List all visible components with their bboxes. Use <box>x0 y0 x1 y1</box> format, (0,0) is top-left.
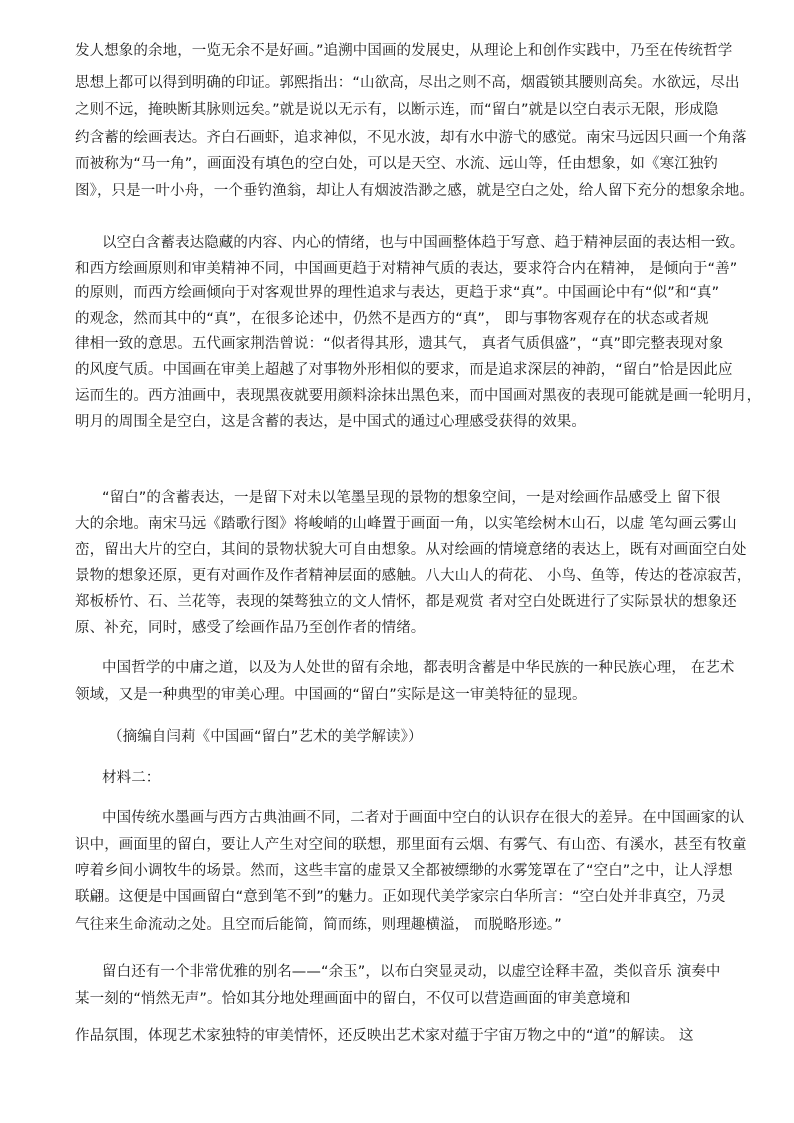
text-line: 律相一致的意思。五代画家荆浩曾说：“似者得其形，遗其气， 真者气质俱盛”，“真”即完整表现对象 <box>75 336 724 352</box>
text-line: 的风度气质。中国画在审美上超越了对事物外形相似的要求，而是追求深层的神韵，“留白”恰是因此应 <box>75 362 733 378</box>
text-line: 中国哲学的中庸之道，以及为人处世的留有余地，都表明含蓄是中华民族的一种民族心理， 在艺术 <box>102 660 735 676</box>
text-line: 留白还有一个非常优雅的别名——“余玉”，以布白突显灵动，以虚空诠释丰盈，类似音乐 演奏中 <box>102 964 721 980</box>
text-line: 而被称为“马一角”，画面没有填色的空白处，可以是天空、水流、远山等，任由想象，如《寒江独钓 <box>75 156 719 172</box>
text-line: 气往来生命流动之处。且空而后能简，简而练，则理趣横溢， 而脱略形迹。” <box>75 917 562 933</box>
text-line: 运而生的。西方油画中，表现黑夜就要用颜料涂抹出黑色来，而中国画对黑夜的表现可能就是画一轮明月， <box>75 388 762 404</box>
text-line: 中国传统水墨画与西方古典油画不同，二者对于画面中空白的认识存在很大的差异。在中国画家的认 <box>102 810 745 826</box>
text-line: 某一刻的“悄然无声”。恰如其分地处理画面中的留白，不仅可以营造画面的审美意境和 <box>75 991 631 1007</box>
source-citation: （摘编自闫莉《中国画“留白”艺术的美学解读》） <box>108 729 423 745</box>
text-line: 识中，画面里的留白，要让人产生对空间的联想，那里面有云烟、有雾气、有山峦、有溪水，甚至有牧童 <box>75 837 747 853</box>
text-line: 约含蓄的绘画表达。齐白石画虾，追求神似，不见水波，却有水中游弋的感觉。南宋马远因只画一个角落 <box>75 130 747 146</box>
section-heading: 材料二： <box>102 770 161 786</box>
text-line: 的原则，而西方绘画倾向于对客观世界的理性追求与表达，更趋于求“真”。中国画论中有“似”和“真” <box>75 285 720 301</box>
text-line: 郑板桥竹、石、兰花等，表现的桀骜独立的文人情怀，都是观赏 者对空白处既进行了实际景状的想象还 <box>75 594 737 610</box>
text-line: 景物的想象还原，更有对画作及作者精神层面的感触。八大山人的荷花、 小鸟、鱼等，传达的苍凉寂苦， <box>75 568 752 584</box>
text-line: “留白”的含蓄表达，一是留下对未以笔墨呈现的景物的想象空间，一是对绘画作品感受上 留下很 <box>102 490 721 506</box>
text-line: 的观念，然而其中的“真”，在很多论述中，仍然不是西方的“真”， 即与事物客观存在的状态或者规 <box>75 311 709 327</box>
text-line: 峦，留出大片的空白，其间的景物状貌大可自由想象。从对绘画的情境意绪的表达上，既有对画面空白处 <box>75 542 747 558</box>
text-line: 思想上都可以得到明确的印证。郭熙指出：“山欲高，尽出之则不高，烟霞锁其腰则高矣。水欲远，尽出 <box>75 75 740 91</box>
text-line: 明月的周围全是空白，这是含蓄的表达，是中国式的通过心理感受获得的效果。 <box>75 414 586 430</box>
text-line: 之则不远，掩映断其脉则远矣。”就是说以无示有，以断示连，而“留白”就是以空白表示无限，形成隐 <box>75 102 719 118</box>
text-line: 以空白含蓄表达隐藏的内容、内心的情绪，也与中国画整体趋于写意、趋于精神层面的表达相一致。 <box>102 235 745 251</box>
text-line: 联翩。这便是中国画留白“意到笔不到”的魅力。正如现代美学家宗白华所言：“空白处并非真空，乃灵 <box>75 889 726 905</box>
text-line: 大的余地。南宋马远《踏歌行图》将峻峭的山峰置于画面一角，以实笔绘树木山石，以虚 笔勾画云雾山 <box>75 516 737 532</box>
text-line: 图》，只是一叶小舟，一个垂钓渔翁，却让人有烟波浩渺之感，就是空白之处，给人留下充分的想象余地。 <box>75 183 754 199</box>
text-line: 发人想象的余地，一览无余不是好画。”追溯中国画的发展史，从理论上和创作实践中，乃至在传统哲学 <box>75 43 733 59</box>
text-line: 和西方绘画原则和审美精神不同，中国画更趋于对精神气质的表达，要求符合内在精神， 是倾向于“善” <box>75 261 738 277</box>
text-line: 作品氛围，体现艺术家独特的审美情怀，还反映出艺术家对蕴于宇宙万物之中的“道”的解读。 这 <box>75 1028 694 1044</box>
text-line: 哼着乡间小调牧牛的场景。然而，这些丰富的虚景又全都被缥缈的水雾笼罩在了“空白”之中，让人浮想 <box>75 863 733 879</box>
text-line: 原、补充，同时，感受了绘画作品乃至创作者的情绪。 <box>75 620 426 636</box>
text-line: 领域，又是一种典型的审美心理。中国画的“留白”实际是这一审美特征的显现。 <box>75 687 587 703</box>
